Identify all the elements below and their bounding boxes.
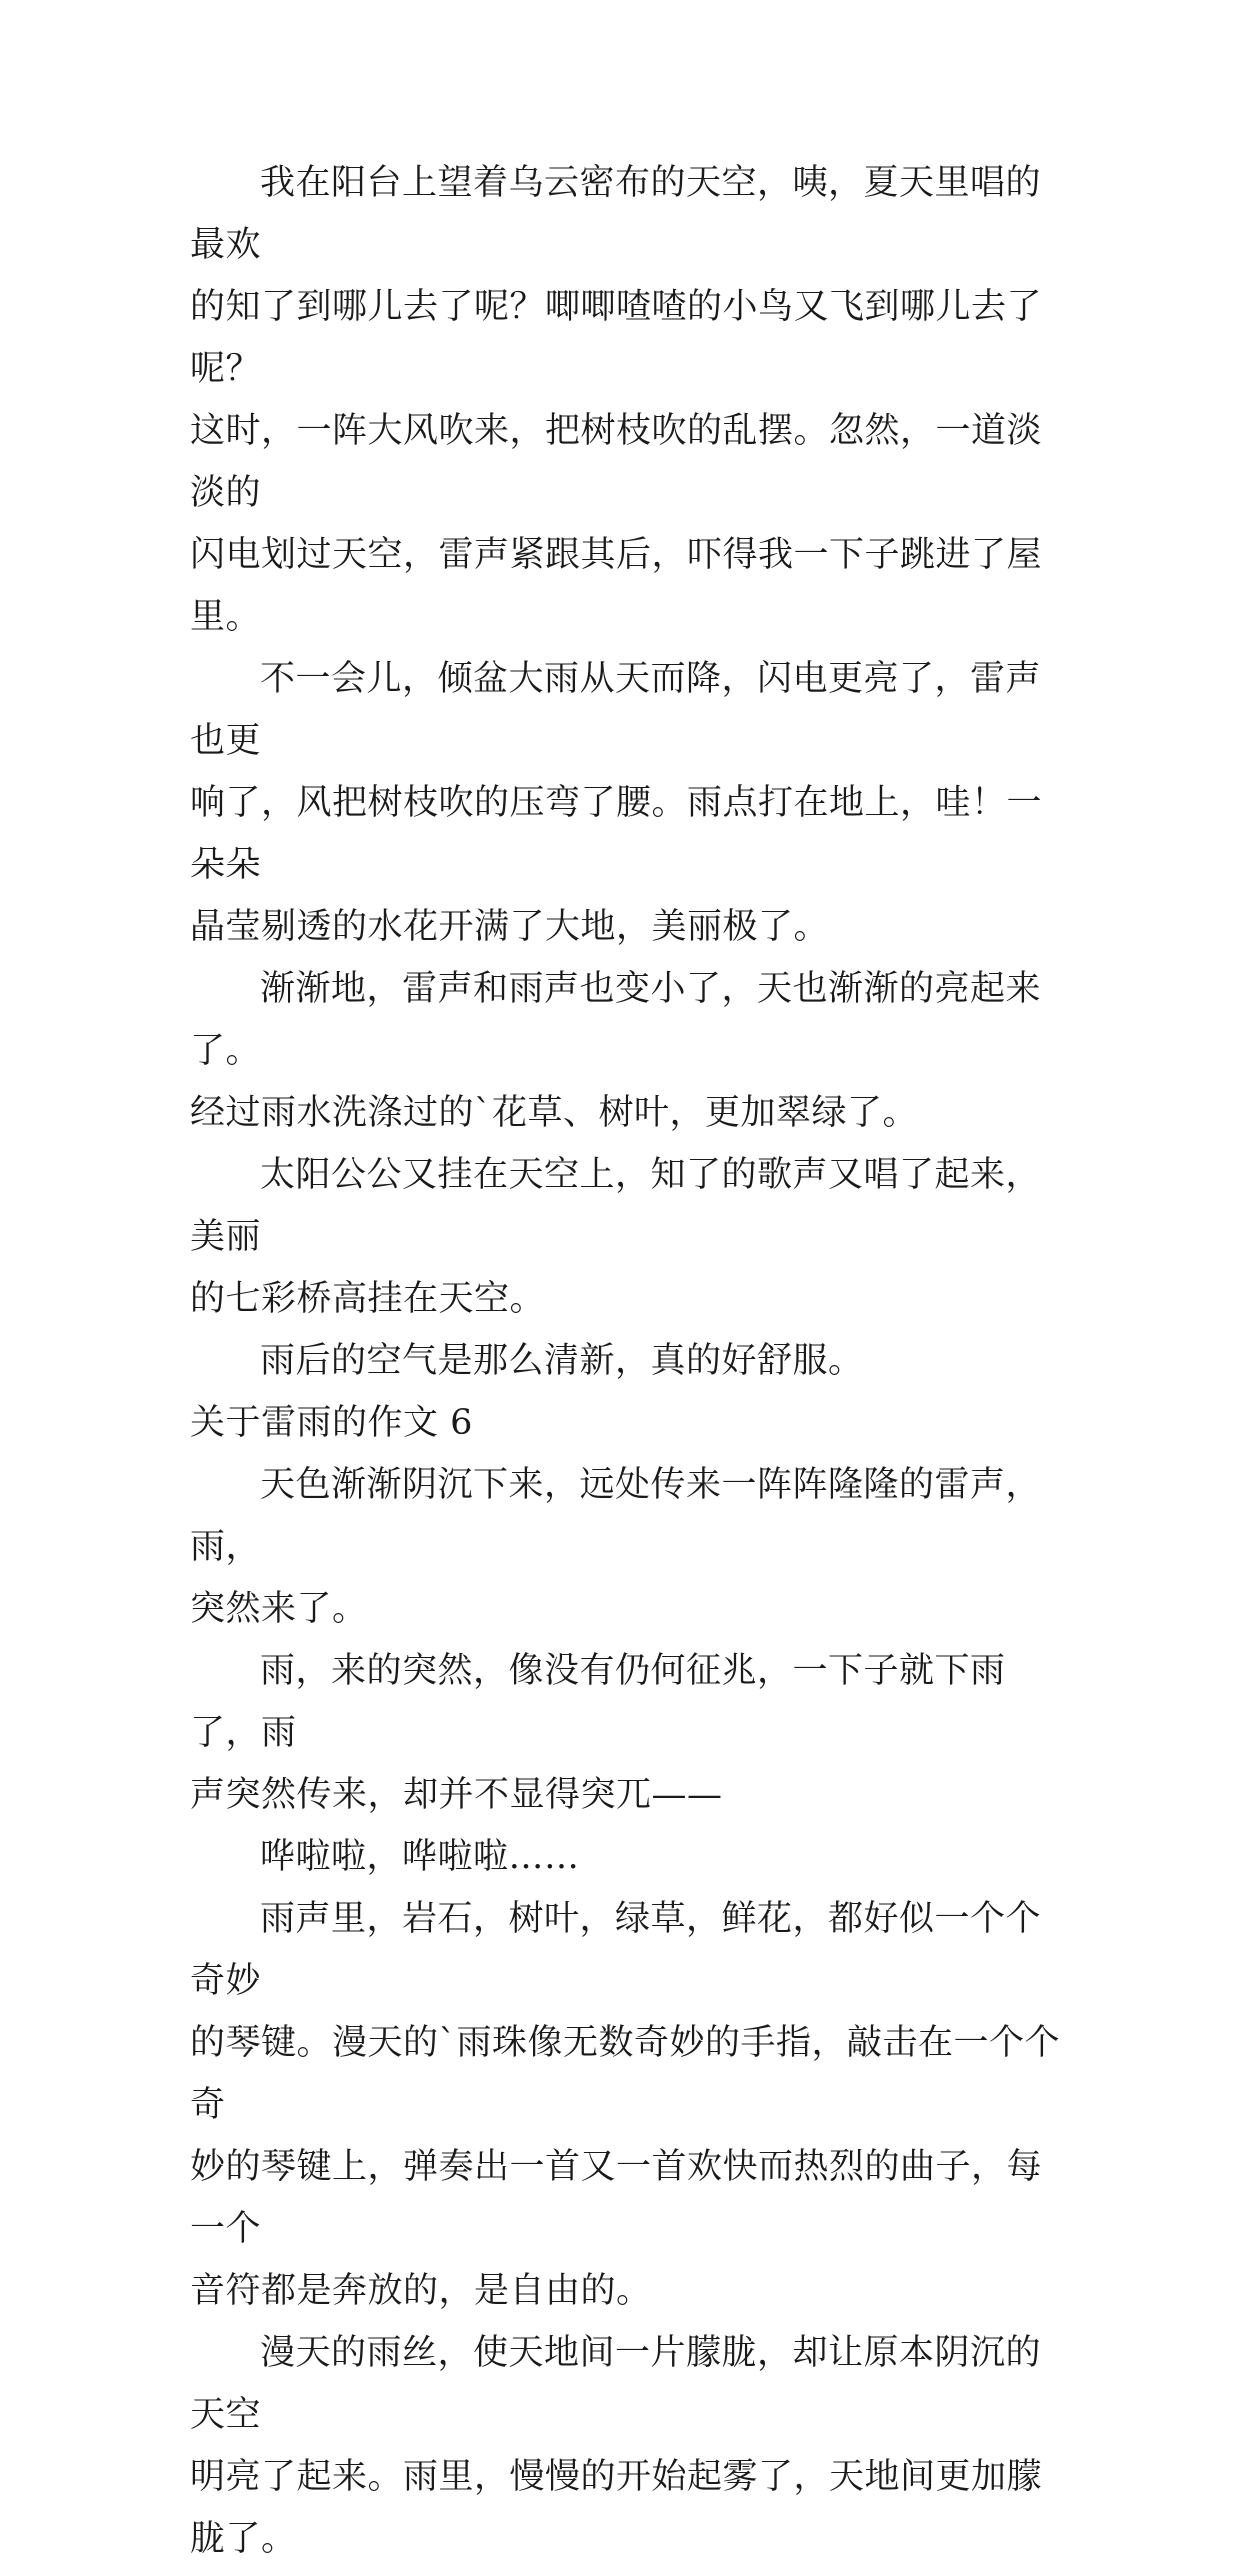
text-line: 音符都是奔放的，是自由的。 <box>190 2271 652 2311</box>
text-line: 这时，一阵大风吹来，把树枝吹的乱摆。忽然，一道淡淡的 <box>190 411 1043 513</box>
paragraph <box>190 1640 1070 1826</box>
text-line: 渐渐地，雷声和雨声也变小了，天也渐渐的亮起来了。 <box>190 969 1042 1071</box>
section-heading <box>190 1392 1070 1454</box>
paragraph <box>190 958 1070 1144</box>
paragraph <box>190 1888 1070 2322</box>
text-line: 太阳公公又挂在天空上，知了的歌声又唱了起来，美丽 <box>190 1155 1042 1257</box>
text-line: 的知了到哪儿去了呢？唧唧喳喳的小鸟又飞到哪儿去了呢？ <box>190 287 1043 389</box>
text-line: 经过雨水洗涤过的`花草、树叶，更加翠绿了。 <box>190 1093 919 1133</box>
paragraph <box>190 648 1070 958</box>
paragraph <box>190 1330 1070 1392</box>
text-line: 雨声里，岩石，树叶，绿草，鲜花，都好似一个个奇妙 <box>190 1899 1042 2001</box>
text-line: 雨后的空气是那么清新，真的好舒服。 <box>260 1341 864 1381</box>
text-line: 闪电划过天空，雷声紧跟其后，吓得我一下子跳进了屋里。 <box>190 535 1043 637</box>
text-line: 天色渐渐阴沉下来，远处传来一阵阵隆隆的雷声，雨， <box>190 1465 1042 1567</box>
paragraph <box>190 152 1070 648</box>
text-line: 的琴键。漫天的`雨珠像无数奇妙的手指，敲击在一个个奇 <box>190 2023 1061 2125</box>
text-line: 明亮了起来。雨里，慢慢的开始起雾了，天地间更加朦胧了。 <box>190 2457 1043 2559</box>
text-line: 哗啦啦，哗啦啦…… <box>260 1837 580 1877</box>
paragraph <box>190 1144 1070 1330</box>
heading-text: 关于雷雨的作文 6 <box>190 1403 473 1443</box>
text-line: 的七彩桥高挂在天空。 <box>190 1279 546 1319</box>
text-line: 响了，风把树枝吹的压弯了腰。雨点打在地上，哇！一朵朵 <box>190 783 1043 885</box>
text-line: 雨，来的突然，像没有仍何征兆，一下子就下雨了，雨 <box>190 1651 1006 1753</box>
text-line: 晶莹剔透的水花开满了大地，美丽极了。 <box>190 907 830 947</box>
text-line: 妙的琴键上，弹奏出一首又一首欢快而热烈的曲子，每一个 <box>190 2147 1043 2249</box>
text-line: 漫天的雨丝，使天地间一片朦胧，却让原本阴沉的天空 <box>190 2333 1042 2435</box>
text-line: 声突然传来，却并不显得突兀—— <box>190 1775 723 1815</box>
paragraph <box>190 2322 1070 2570</box>
text-line: 不一会儿，倾盆大雨从天而降，闪电更亮了，雷声也更 <box>190 659 1042 761</box>
text-line: 我在阳台上望着乌云密布的天空，咦，夏天里唱的最欢 <box>190 163 1042 265</box>
paragraph <box>190 1826 1070 1888</box>
text-line: 突然来了。 <box>190 1589 368 1629</box>
paragraph <box>190 1454 1070 1640</box>
document-body <box>190 152 1070 2570</box>
